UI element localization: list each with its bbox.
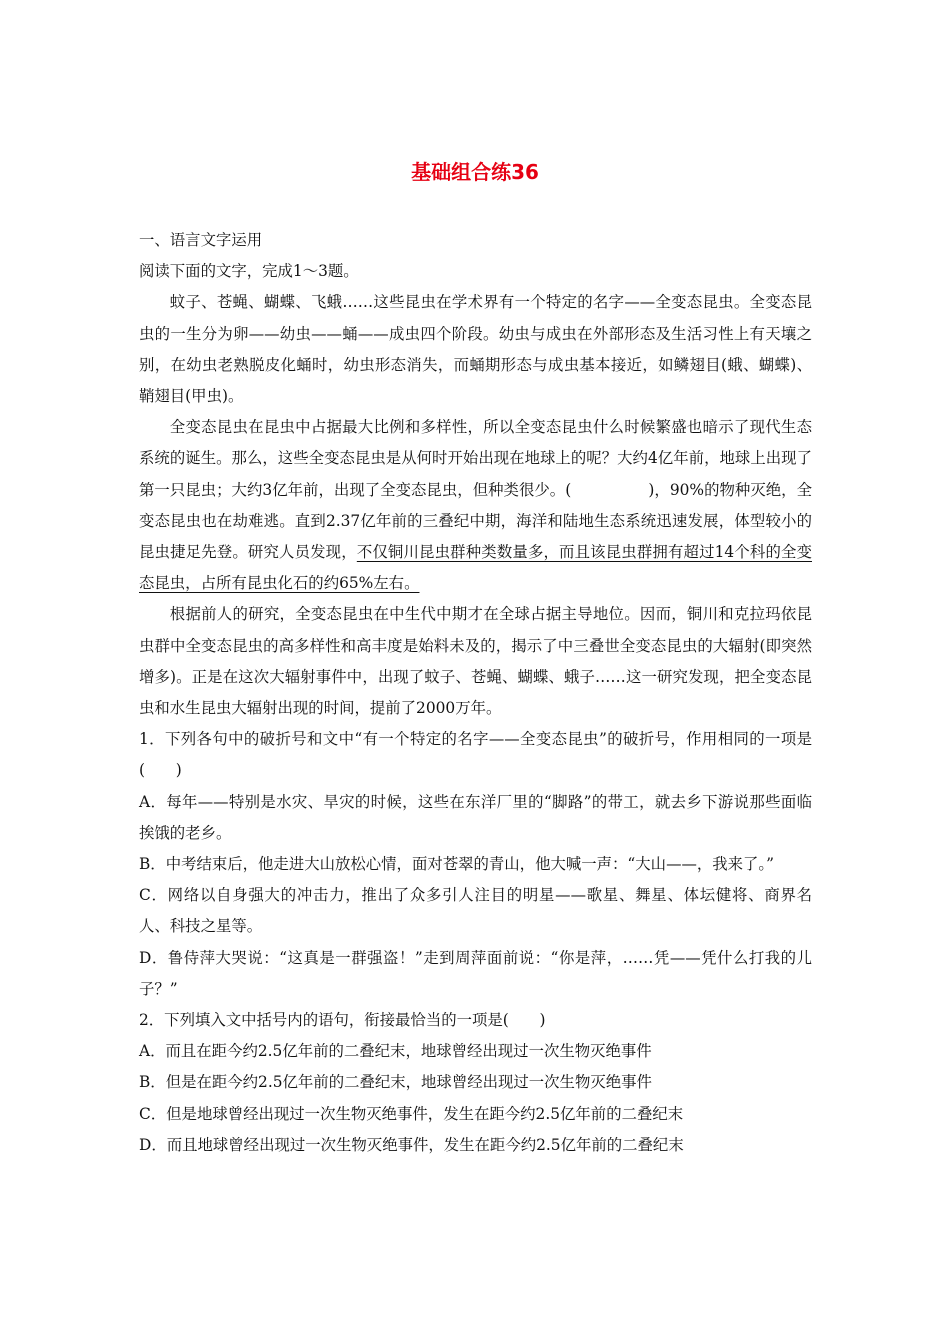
passage-paragraph-3: 根据前人的研究，全变态昆虫在中生代中期才在全球占据主导地位。因而，铜川和克拉玛依昆虫群中全变态昆虫的高多样性和高丰度是始料未及的，揭示了中三叠世全变态昆虫的大辐射(即突然增多)。正是在这次大辐射事件中，出现了蚊子、苍蝇、蝴蝶、蛾子……这一研究发现，把全变态昆虫和水生昆虫大辐射出现的时间，提前了2000万年。 [139, 605, 812, 718]
question-2-option-d: D．而且地球曾经出现过一次生物灭绝事件，发生在距今约2.5亿年前的二叠纪末 [139, 1135, 684, 1154]
question-2-stem: 2．下列填入文中括号内的语句，衔接最恰当的一项是( ) [139, 1011, 546, 1030]
page-title: 基础组合练36 [411, 160, 539, 184]
underlined-sentence: 不仅铜川昆虫群种类数量多，而且该昆虫群拥有超过14个科的全变态昆虫，占所有昆虫化石的约65%左右。 [139, 543, 812, 593]
passage-paragraph-2 [139, 412, 812, 599]
passage-paragraph-1: 蚊子、苍蝇、蝴蝶、飞蛾……这些昆虫在学术界有一个特定的名字——全变态昆虫。全变态昆虫的一生分为卵——幼虫——蛹——成虫四个阶段。幼虫与成虫在外部形态及生活习性上有天壤之别，在幼虫老熟脱皮化蛹时，幼虫形态消失，而蛹期形态与成虫基本接近，如鳞翅目(蛾、蝴蝶)、鞘翅目(甲虫)。 [139, 293, 812, 406]
question-1-stem: 1．下列各句中的破折号和文中“有一个特定的名字——全变态昆虫”的破折号，作用相同的一项是( ) [139, 730, 812, 780]
question-1-option-c: C．网络以自身强大的冲击力，推出了众多引人注目的明星——歌星、舞星、体坛健将、商界名人、科技之星等。 [139, 886, 812, 936]
question-1-option-a: A．每年——特别是水灾、旱灾的时候，这些在东洋厂里的“脚路”的带工，就去乡下游说那些面临挨饿的老乡。 [139, 792, 812, 842]
question-1-option-b: B．中考结束后，他走进大山放松心情，面对苍翠的青山，他大喊一声：“大山——，我来了。” [139, 855, 774, 874]
question-2-option-c: C．但是地球曾经出现过一次生物灭绝事件，发生在距今约2.5亿年前的二叠纪末 [139, 1104, 684, 1123]
question-2-option-a: A．而且在距今约2.5亿年前的二叠纪末，地球曾经出现过一次生物灭绝事件 [139, 1042, 652, 1061]
section-heading: 一、语言文字运用 [139, 231, 263, 249]
question-2-option-b: B．但是在距今约2.5亿年前的二叠纪末，地球曾经出现过一次生物灭绝事件 [139, 1073, 652, 1092]
reading-instruction: 阅读下面的文字，完成1～3题。 [139, 262, 359, 281]
passage-paragraph-2-text: 全变态昆虫在昆虫中占据最大比例和多样性，所以全变态昆虫什么时候繁盛也暗示了现代生态系统的诞生。那么，这些全变态昆虫是从何时开始出现在地球上的呢？大约4亿年前，地球上出现了第一只昆虫；大约3亿年前，出现了全变态昆虫，但种类很少。( )，90%的物种灭绝，全变态昆虫也在劫难逃。直到2.37亿年前的三叠纪中期，海洋和陆地生态系统迅速发展，体型较小的昆虫捷足先登。研究人员发现， [139, 418, 812, 562]
document-body [139, 225, 812, 1161]
question-1-option-d: D．鲁侍萍大哭说：“这真是一群强盗！”走到周萍面前说：“你是萍，……凭——凭什么打我的儿子？” [139, 948, 812, 998]
